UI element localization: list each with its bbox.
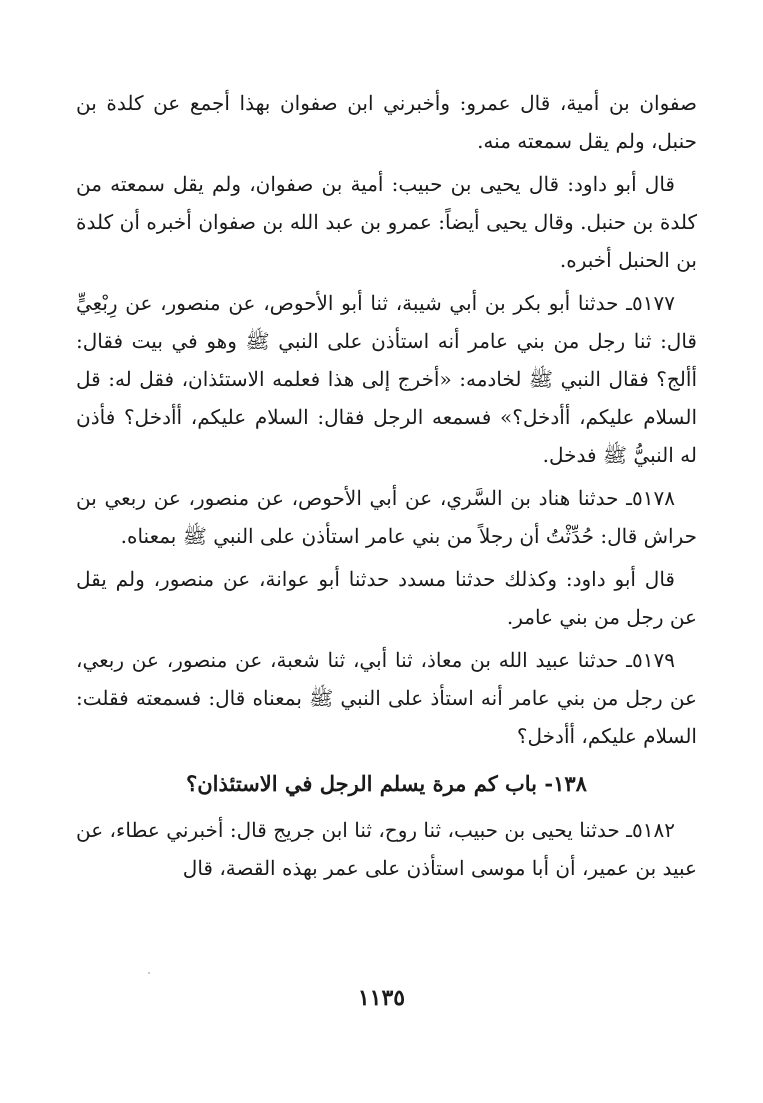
hadith-5178: ٥١٧٨ـ حدثنا هناد بن السَّري، عن أبي الأحوص، عن منصور، عن ربعي بن حراش قال: حُدِّثْتُ أن رجلاً من بني عامر استأذن على النبي ﷺ بمعناه. [76, 486, 697, 548]
page-content [76, 84, 697, 892]
scan-speck [148, 972, 150, 974]
paragraph: قال أبو داود: قال يحيى بن حبيب: أمية بن صفوان، ولم يقل سمعته من كلدة بن حنبل. وقال يحيى أيضاً: عمرو بن عبد الله بن صفوان أخبره أن كلدة بن الحنبل أخبره. [76, 172, 697, 272]
chapter-heading: ١٣٨- باب كم مرة يسلم الرجل في الاستئذان؟ [186, 771, 587, 796]
hadith-5177: ٥١٧٧ـ حدثنا أبو بكر بن أبي شيبة، ثنا أبو الأحوص، عن منصور، عن رِبْعِيٍّ قال: ثنا رجل من بني عامر أنه استأذن على النبي ﷺ وهو في بيت فقال: أألج؟ فقال النبي ﷺ لخادمه: «أخرج إلى هذا فعلمه الاستئذان، فقل له: قل السلام عليكم، أأدخل؟» فسمعه الرجل فقال: السلام عليكم، أأدخل؟ فأذن له النبيُّ ﷺ فدخل. [76, 291, 697, 467]
paragraph: قال أبو داود: وكذلك حدثنا مسدد حدثنا أبو عوانة، عن منصور، ولم يقل عن رجل من بني عامر. [76, 567, 697, 629]
hadith-5182: ٥١٨٢ـ حدثنا يحيى بن حبيب، ثنا روح، ثنا ابن جريج قال: أخبرني عطاء، عن عبيد بن عمير، أن أبا موسى استأذن على عمر بهذه القصة، قال [76, 818, 697, 880]
page-number: ١١٣٥ [357, 985, 406, 1011]
paragraph: صفوان بن أمية، قال عمرو: وأخبرني ابن صفوان بهذا أجمع عن كلدة بن حنبل، ولم يقل سمعته منه. [76, 91, 697, 153]
hadith-5179: ٥١٧٩ـ حدثنا عبيد الله بن معاذ، ثنا أبي، ثنا شعبة، عن منصور، عن ربعي، عن رجل من بني عامر أنه استأذ على النبي ﷺ بمعناه قال: فسمعته فقلت: السلام عليكم، أأدخل؟ [76, 648, 697, 748]
